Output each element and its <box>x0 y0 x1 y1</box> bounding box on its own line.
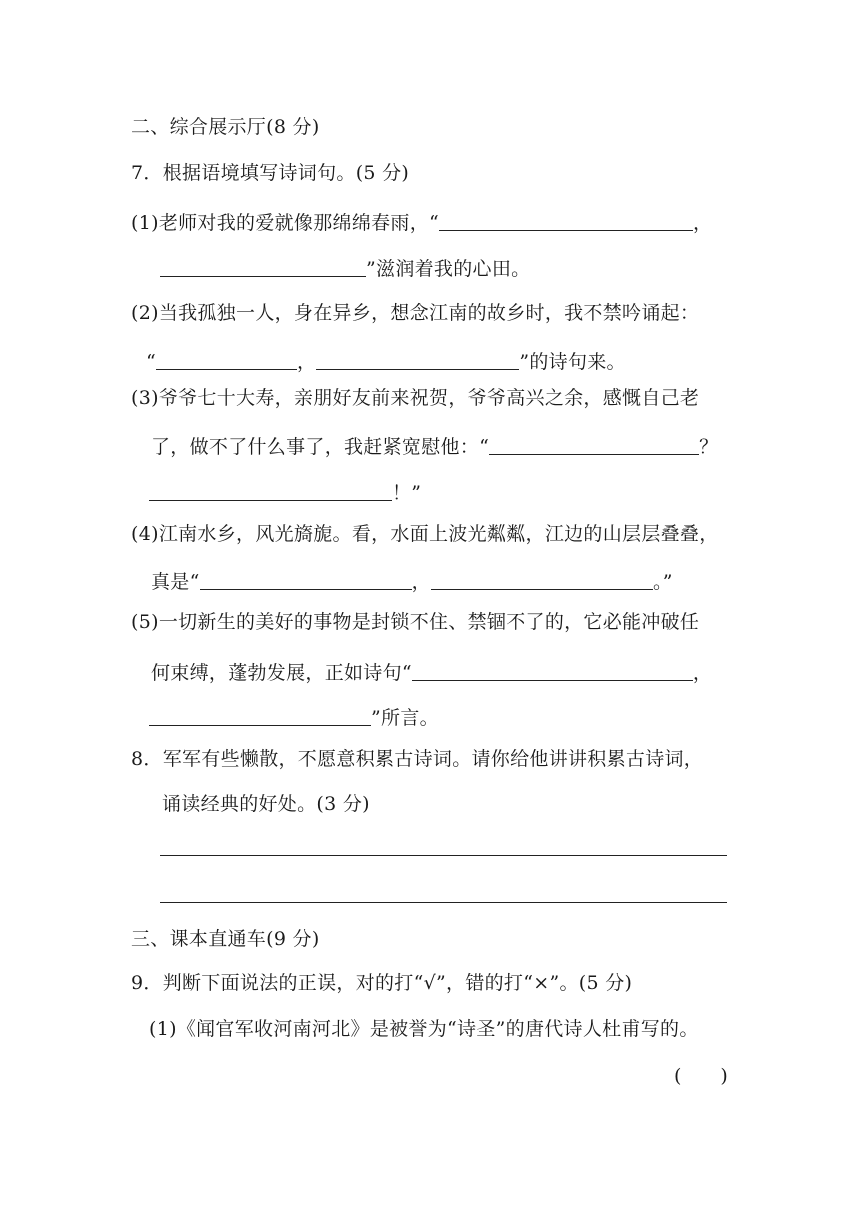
q7-p4-line2 <box>151 565 673 596</box>
q9-item1-answer-bracket[interactable]: ( ) <box>674 1065 729 1087</box>
q8-line2: 诵读经典的好处。(3 分) <box>162 793 370 815</box>
q7-p1-text: (1)老师对我的爱就像那绵绵春雨，“ <box>131 212 440 234</box>
q7-p5-line3 <box>149 701 439 732</box>
q7-p5-line1: (5)一切新生的美好的事物是封锁不住、禁锢不了的，它必能冲破任 <box>131 611 700 633</box>
q7-p2-open-quote: “ <box>146 351 157 373</box>
q7-p4-line1: (4)江南水乡，风光旖旎。看，水面上波光粼粼，江边的山层层叠叠， <box>131 523 719 545</box>
section3-title: 三、课本直通车(9 分) <box>131 928 320 950</box>
q7-p1-tail: ”滋润着我的心田。 <box>366 258 531 280</box>
section2-title: 二、综合展示厅(8 分) <box>131 116 320 138</box>
q7-p3-line3 <box>149 476 421 507</box>
q7-p5-blank2[interactable] <box>149 703 371 726</box>
q7-p1-line1 <box>131 206 712 237</box>
q7-p2-line2 <box>146 345 626 376</box>
q7-p4-text: 真是“ <box>151 571 200 593</box>
q7-p3-tail: ！” <box>392 482 422 504</box>
q7-p4-comma: ， <box>411 571 431 593</box>
q7-p3-question-mark: ？ <box>699 436 719 458</box>
q8-line1: 8．军军有些懒散，不愿意积累古诗词。请你给他讲讲积累古诗词， <box>131 748 704 770</box>
q7-p3-line2 <box>151 430 718 461</box>
q7-p3-line1: (3)爷爷七十大寿，亲朋好友前来祝贺，爷爷高兴之余，感慨自己老 <box>131 387 700 409</box>
q7-p2-blank2[interactable] <box>316 347 519 370</box>
q7-p3-blank2[interactable] <box>149 478 392 501</box>
q7-p3-blank1[interactable] <box>489 432 699 455</box>
q9-item1: (1)《闻官军收河南河北》是被誉为“诗圣”的唐代诗人杜甫写的。 <box>149 1018 699 1040</box>
q7-p4-blank2[interactable] <box>431 567 653 590</box>
q7-p2-tail: ”的诗句来。 <box>519 351 626 373</box>
q7-stem: 7．根据语境填写诗词句。(5 分) <box>131 162 410 184</box>
q7-p2-comma: ， <box>297 351 317 373</box>
q8-answer-line-1[interactable] <box>160 855 727 856</box>
q7-p4-tail: 。” <box>652 571 673 593</box>
q7-p5-comma: ， <box>692 662 713 684</box>
q7-p3-text: 了，做不了什么事了，我赶紧宽慰他：“ <box>151 436 490 458</box>
q7-p4-blank1[interactable] <box>200 567 412 590</box>
q7-p5-blank1[interactable] <box>412 658 693 681</box>
q7-p1-blank2[interactable] <box>160 254 366 277</box>
q7-p2-blank1[interactable] <box>156 347 297 370</box>
q7-p2-line1: (2)当我孤独一人，身在异乡，想念江南的故乡时，我不禁吟诵起： <box>131 302 700 324</box>
q7-p5-text: 何束缚，蓬勃发展，正如诗句“ <box>151 662 412 684</box>
q9-stem: 9．判断下面说法的正误，对的打“√”，错的打“×”。(5 分) <box>131 972 633 994</box>
q8-answer-line-2[interactable] <box>160 902 727 903</box>
q7-p1-comma: ， <box>693 212 713 234</box>
q7-p1-blank1[interactable] <box>439 208 693 231</box>
q7-p5-tail: ”所言。 <box>371 707 439 729</box>
q7-p1-line2 <box>160 252 530 283</box>
q7-p5-line2 <box>151 656 712 687</box>
